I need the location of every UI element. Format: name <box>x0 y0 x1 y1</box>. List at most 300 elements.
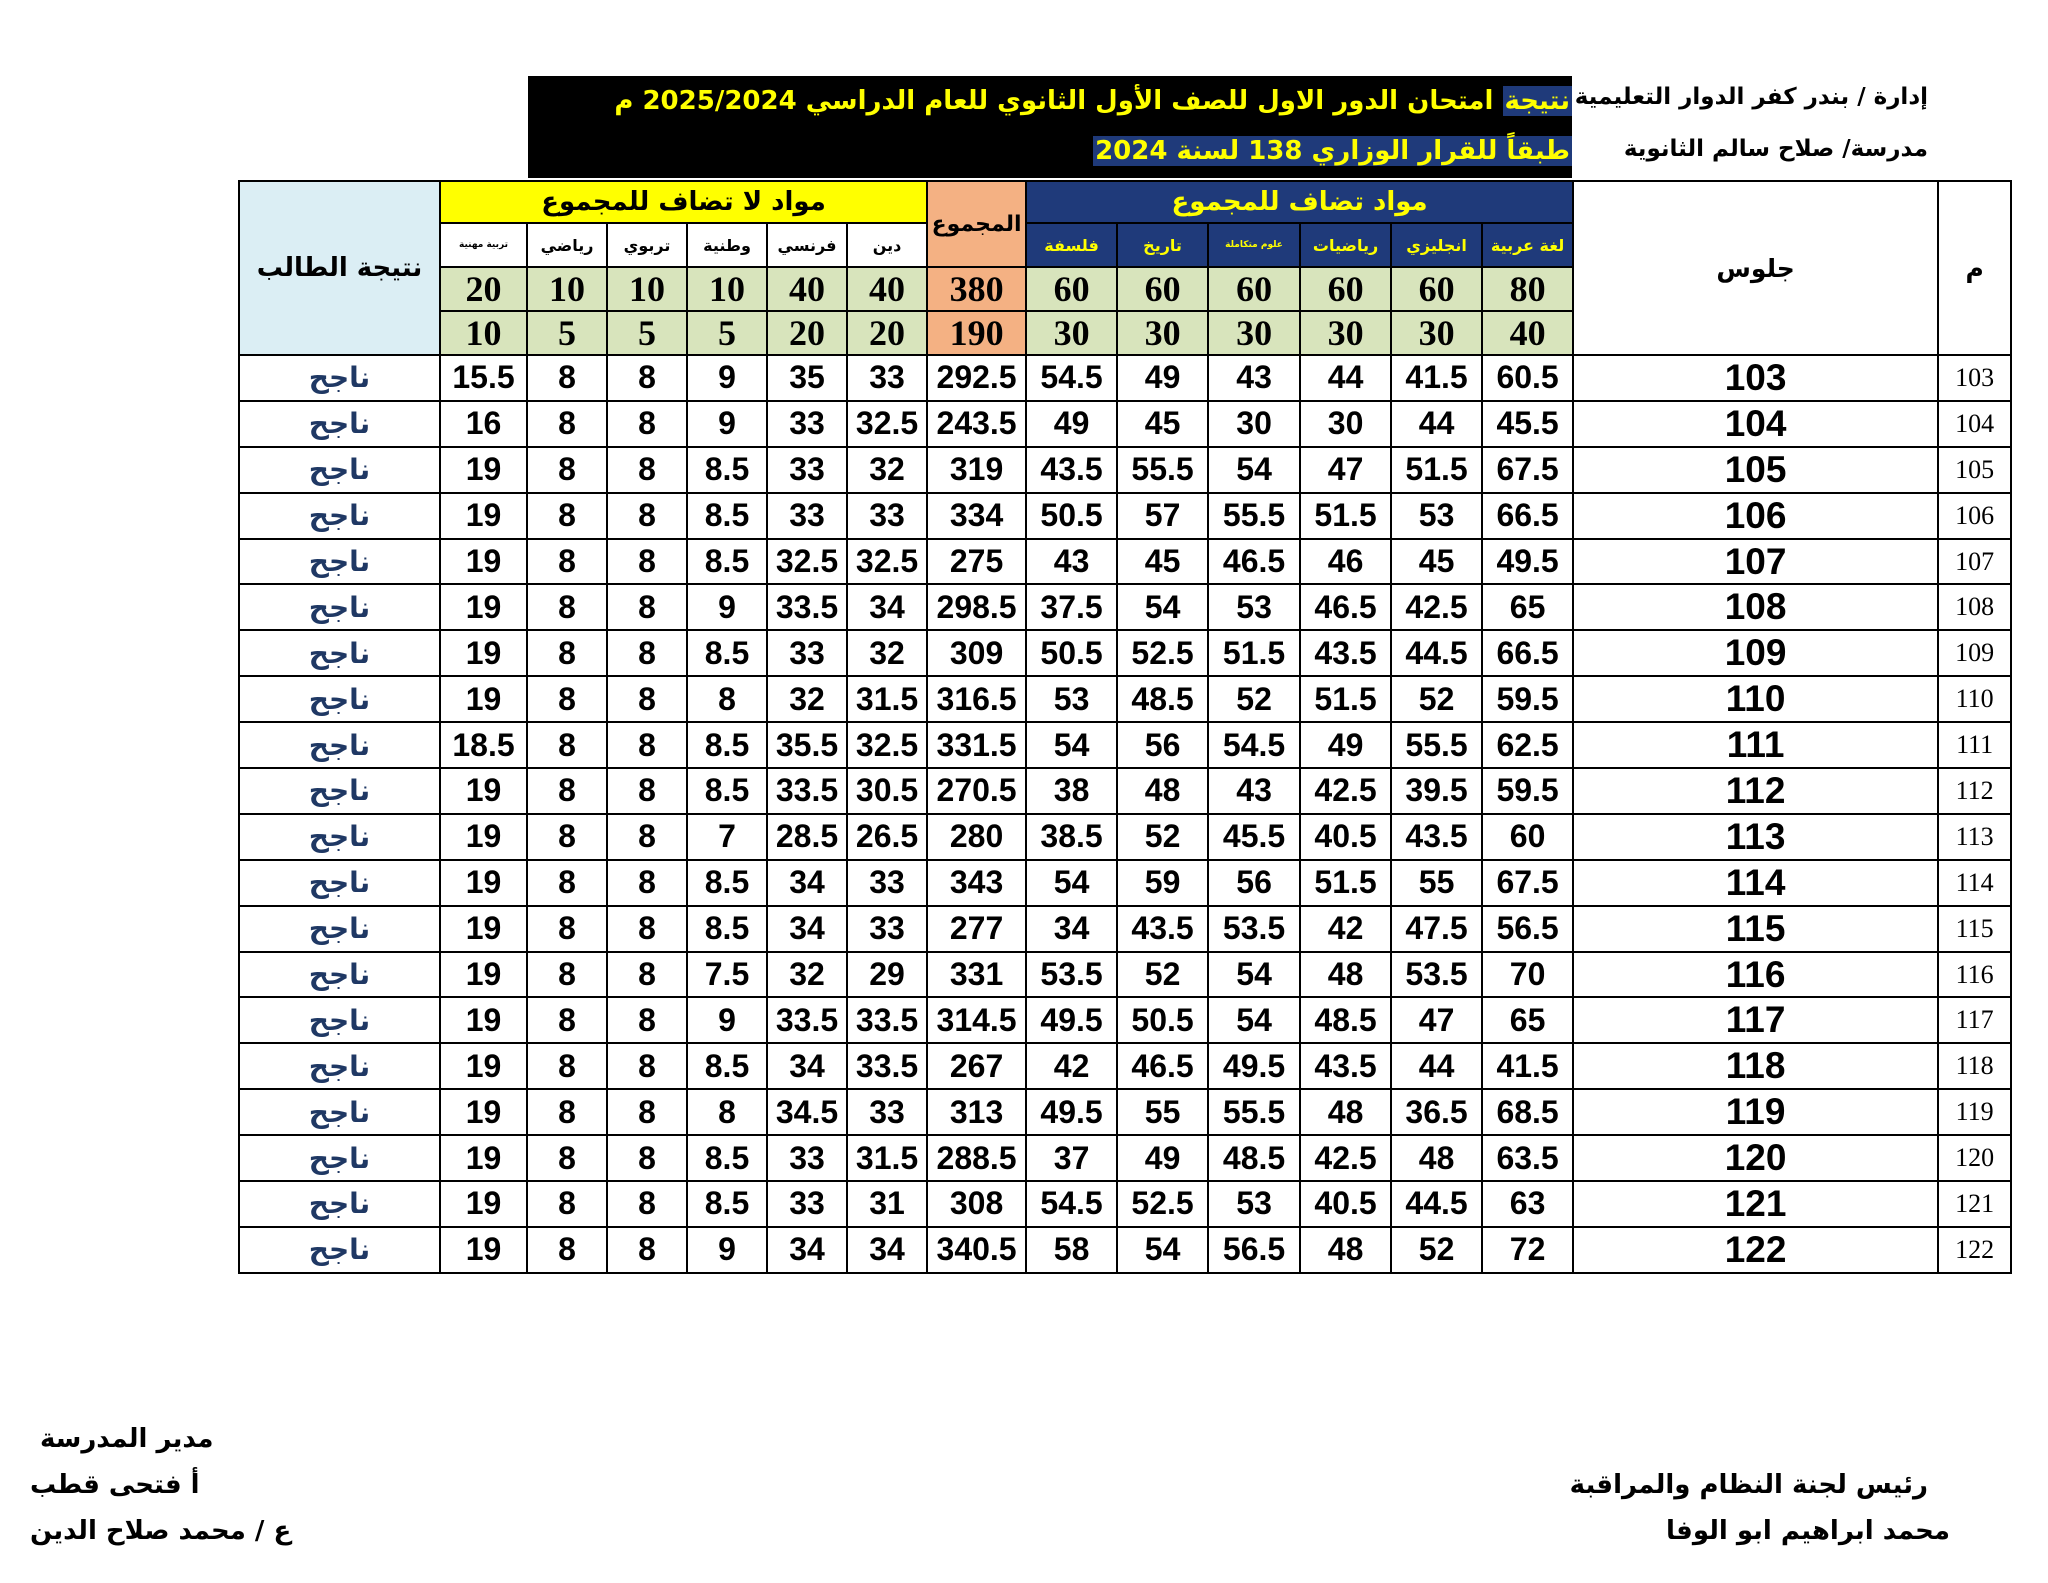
seat-cell: 120 <box>1573 1135 1938 1181</box>
score-not-added: 8 <box>527 997 607 1043</box>
score-not-added: 19 <box>440 860 527 906</box>
table-row <box>239 722 2011 768</box>
score-added: 70 <box>1482 952 1573 998</box>
subject-not-added-2: وطنية <box>687 223 767 267</box>
score-added: 53 <box>1208 1181 1300 1227</box>
result-cell: ناجح <box>239 1089 440 1135</box>
max-not-added-4: 10 <box>527 267 607 311</box>
score-not-added: 8 <box>607 1135 687 1181</box>
subject-not-added-3: تربوي <box>607 223 687 267</box>
total-cell: 313 <box>927 1089 1026 1135</box>
total-cell: 288.5 <box>927 1135 1026 1181</box>
school-line: مدرسة/ صلاح سالم الثانوية <box>1623 136 1928 162</box>
max-added-0: 80 <box>1482 267 1573 311</box>
score-not-added: 8 <box>527 768 607 814</box>
max-not-added-2: 10 <box>687 267 767 311</box>
score-not-added: 19 <box>440 997 527 1043</box>
score-not-added: 8 <box>607 401 687 447</box>
score-not-added: 8 <box>527 1089 607 1135</box>
score-added: 40.5 <box>1300 1181 1391 1227</box>
score-added: 67.5 <box>1482 860 1573 906</box>
score-not-added: 8 <box>607 539 687 585</box>
score-not-added: 8 <box>607 906 687 952</box>
score-not-added: 9 <box>687 401 767 447</box>
result-cell: ناجح <box>239 676 440 722</box>
score-added: 40.5 <box>1300 814 1391 860</box>
table-row <box>239 768 2011 814</box>
score-added: 49.5 <box>1026 1089 1117 1135</box>
score-not-added: 8 <box>607 814 687 860</box>
seat-cell: 116 <box>1573 952 1938 998</box>
index-cell: 106 <box>1938 493 2011 539</box>
score-added: 65 <box>1482 584 1573 630</box>
score-not-added: 7 <box>687 814 767 860</box>
score-not-added: 8 <box>687 1089 767 1135</box>
score-added: 59.5 <box>1482 676 1573 722</box>
score-added: 52 <box>1391 1227 1482 1273</box>
score-not-added: 8 <box>527 1043 607 1089</box>
score-not-added: 34.5 <box>767 1089 847 1135</box>
score-added: 55.5 <box>1391 722 1482 768</box>
score-not-added: 8 <box>527 722 607 768</box>
score-not-added: 8 <box>527 1135 607 1181</box>
score-not-added: 9 <box>687 1227 767 1273</box>
title-line-1 <box>614 86 1572 116</box>
score-not-added: 8.5 <box>687 768 767 814</box>
table-row <box>239 447 2011 493</box>
max-not-added-0: 40 <box>847 267 927 311</box>
score-added: 52 <box>1208 676 1300 722</box>
score-added: 54 <box>1208 997 1300 1043</box>
score-not-added: 35.5 <box>767 722 847 768</box>
score-added: 36.5 <box>1391 1089 1482 1135</box>
score-added: 60.5 <box>1482 355 1573 401</box>
score-not-added: 8 <box>607 676 687 722</box>
index-cell: 116 <box>1938 952 2011 998</box>
result-cell: ناجح <box>239 1227 440 1273</box>
score-added: 45.5 <box>1482 401 1573 447</box>
total-header: المجموع <box>927 181 1026 267</box>
score-not-added: 33.5 <box>767 584 847 630</box>
min-added-3: 30 <box>1208 311 1300 355</box>
score-added: 72 <box>1482 1227 1573 1273</box>
score-not-added: 8.5 <box>687 630 767 676</box>
seat-cell: 121 <box>1573 1181 1938 1227</box>
max-added-5: 60 <box>1026 267 1117 311</box>
score-added: 48 <box>1117 768 1208 814</box>
score-added: 62.5 <box>1482 722 1573 768</box>
score-not-added: 32 <box>847 630 927 676</box>
score-not-added: 8 <box>607 1043 687 1089</box>
table-row <box>239 814 2011 860</box>
score-not-added: 8 <box>607 355 687 401</box>
score-not-added: 33 <box>767 1135 847 1181</box>
title-line-2 <box>1093 136 1572 166</box>
score-not-added: 32.5 <box>767 539 847 585</box>
title-highlight: نتيجة <box>1504 86 1570 116</box>
index-cell: 111 <box>1938 722 2011 768</box>
seat-cell: 104 <box>1573 401 1938 447</box>
index-cell: 121 <box>1938 1181 2011 1227</box>
total-cell: 343 <box>927 860 1026 906</box>
result-cell: ناجح <box>239 584 440 630</box>
score-added: 49.5 <box>1482 539 1573 585</box>
score-not-added: 34 <box>847 584 927 630</box>
score-added: 48 <box>1300 1089 1391 1135</box>
score-not-added: 32 <box>767 952 847 998</box>
score-not-added: 8 <box>607 768 687 814</box>
max-not-added-5: 20 <box>440 267 527 311</box>
score-not-added: 8 <box>607 860 687 906</box>
score-not-added: 8.5 <box>687 447 767 493</box>
score-not-added: 31.5 <box>847 1135 927 1181</box>
score-added: 42.5 <box>1300 768 1391 814</box>
score-not-added: 34 <box>767 1043 847 1089</box>
score-added: 49 <box>1117 1135 1208 1181</box>
score-added: 52 <box>1117 814 1208 860</box>
score-added: 43 <box>1208 768 1300 814</box>
seat-cell: 119 <box>1573 1089 1938 1135</box>
table-row <box>239 1043 2011 1089</box>
score-added: 46.5 <box>1300 584 1391 630</box>
score-added: 42.5 <box>1300 1135 1391 1181</box>
score-not-added: 8 <box>607 584 687 630</box>
score-not-added: 32 <box>847 447 927 493</box>
score-not-added: 8.5 <box>687 1043 767 1089</box>
score-added: 38 <box>1026 768 1117 814</box>
table-row <box>239 1181 2011 1227</box>
index-cell: 108 <box>1938 584 2011 630</box>
seat-cell: 103 <box>1573 355 1938 401</box>
total-cell: 331.5 <box>927 722 1026 768</box>
total-cell: 292.5 <box>927 355 1026 401</box>
score-not-added: 19 <box>440 1181 527 1227</box>
score-added: 54.5 <box>1026 355 1117 401</box>
score-added: 53 <box>1026 676 1117 722</box>
score-added: 49 <box>1026 401 1117 447</box>
score-added: 55.5 <box>1208 493 1300 539</box>
result-cell: ناجح <box>239 493 440 539</box>
total-cell: 319 <box>927 447 1026 493</box>
principal-name: أ فتحى قطب <box>30 1470 200 1500</box>
score-not-added: 31 <box>847 1181 927 1227</box>
score-not-added: 9 <box>687 355 767 401</box>
min-added-0: 40 <box>1482 311 1573 355</box>
seat-cell: 112 <box>1573 768 1938 814</box>
score-not-added: 33 <box>767 1181 847 1227</box>
score-added: 50.5 <box>1026 493 1117 539</box>
score-not-added: 33 <box>767 493 847 539</box>
table-row <box>239 952 2011 998</box>
seat-cell: 113 <box>1573 814 1938 860</box>
score-not-added: 28.5 <box>767 814 847 860</box>
score-not-added: 8 <box>527 493 607 539</box>
score-added: 52.5 <box>1117 1181 1208 1227</box>
min-added-2: 30 <box>1300 311 1391 355</box>
result-cell: ناجح <box>239 630 440 676</box>
total-cell: 280 <box>927 814 1026 860</box>
index-cell: 119 <box>1938 1089 2011 1135</box>
score-not-added: 8.5 <box>687 493 767 539</box>
score-added: 48 <box>1300 1227 1391 1273</box>
score-added: 63 <box>1482 1181 1573 1227</box>
committee-title: رئيس لجنة النظام والمراقبة <box>1569 1470 1928 1500</box>
subject-added-3: علوم متكاملة <box>1208 223 1300 267</box>
score-not-added: 33.5 <box>847 1043 927 1089</box>
max-not-added-3: 10 <box>607 267 687 311</box>
score-not-added: 33.5 <box>767 768 847 814</box>
total-cell: 277 <box>927 906 1026 952</box>
score-not-added: 8.5 <box>687 722 767 768</box>
score-added: 49.5 <box>1208 1043 1300 1089</box>
result-cell: ناجح <box>239 860 440 906</box>
score-added: 54.5 <box>1026 1181 1117 1227</box>
score-added: 54.5 <box>1208 722 1300 768</box>
subject-added-4: تاريخ <box>1117 223 1208 267</box>
score-added: 43 <box>1208 355 1300 401</box>
score-added: 56 <box>1117 722 1208 768</box>
score-added: 56 <box>1208 860 1300 906</box>
index-cell: 114 <box>1938 860 2011 906</box>
score-added: 48.5 <box>1300 997 1391 1043</box>
min-not-added-1: 20 <box>767 311 847 355</box>
result-cell: ناجح <box>239 952 440 998</box>
score-not-added: 34 <box>847 1227 927 1273</box>
score-not-added: 8.5 <box>687 1181 767 1227</box>
max-added-1: 60 <box>1391 267 1482 311</box>
seat-cell: 118 <box>1573 1043 1938 1089</box>
seat-cell: 122 <box>1573 1227 1938 1273</box>
score-not-added: 8 <box>607 630 687 676</box>
score-added: 54 <box>1208 447 1300 493</box>
title-rest: امتحان الدور الاول للصف الأول الثانوي للعام الدراسي 2025/2024 م <box>614 86 1503 116</box>
score-added: 48.5 <box>1208 1135 1300 1181</box>
title-box <box>528 76 1572 178</box>
score-not-added: 31.5 <box>847 676 927 722</box>
admin-line: إدارة / بندر كفر الدوار التعليمية <box>1574 84 1928 110</box>
table-row <box>239 630 2011 676</box>
score-not-added: 34 <box>767 860 847 906</box>
index-cell: 105 <box>1938 447 2011 493</box>
score-added: 43.5 <box>1391 814 1482 860</box>
score-not-added: 19 <box>440 1043 527 1089</box>
score-added: 60 <box>1482 814 1573 860</box>
subject-added-2: رياضيات <box>1300 223 1391 267</box>
score-added: 55 <box>1391 860 1482 906</box>
group-not-added-header: مواد لا تضاف للمجموع <box>440 181 927 223</box>
score-not-added: 8.5 <box>687 1135 767 1181</box>
table-row <box>239 584 2011 630</box>
score-not-added: 19 <box>440 584 527 630</box>
score-added: 44.5 <box>1391 630 1482 676</box>
score-not-added: 8 <box>607 493 687 539</box>
score-added: 56.5 <box>1208 1227 1300 1273</box>
score-not-added: 8.5 <box>687 539 767 585</box>
total-cell: 334 <box>927 493 1026 539</box>
result-cell: ناجح <box>239 539 440 585</box>
score-added: 53 <box>1391 493 1482 539</box>
score-added: 53.5 <box>1208 906 1300 952</box>
table-row <box>239 1135 2011 1181</box>
table-row <box>239 1089 2011 1135</box>
score-not-added: 33 <box>847 906 927 952</box>
score-added: 59 <box>1117 860 1208 906</box>
result-cell: ناجح <box>239 1135 440 1181</box>
total-cell: 270.5 <box>927 768 1026 814</box>
result-cell: ناجح <box>239 768 440 814</box>
seat-cell: 108 <box>1573 584 1938 630</box>
score-added: 56.5 <box>1482 906 1573 952</box>
subject-not-added-4: رياضي <box>527 223 607 267</box>
seat-cell: 106 <box>1573 493 1938 539</box>
score-added: 41.5 <box>1482 1043 1573 1089</box>
subject-not-added-1: فرنسي <box>767 223 847 267</box>
score-not-added: 34 <box>767 1227 847 1273</box>
index-cell: 120 <box>1938 1135 2011 1181</box>
total-cell: 275 <box>927 539 1026 585</box>
score-added: 45.5 <box>1208 814 1300 860</box>
score-added: 66.5 <box>1482 493 1573 539</box>
index-cell: 118 <box>1938 1043 2011 1089</box>
table-row <box>239 493 2011 539</box>
score-added: 44 <box>1300 355 1391 401</box>
seat-cell: 110 <box>1573 676 1938 722</box>
score-added: 47.5 <box>1391 906 1482 952</box>
index-cell: 107 <box>1938 539 2011 585</box>
score-not-added: 34 <box>767 906 847 952</box>
score-added: 48.5 <box>1117 676 1208 722</box>
score-not-added: 19 <box>440 493 527 539</box>
score-added: 42.5 <box>1391 584 1482 630</box>
score-not-added: 15.5 <box>440 355 527 401</box>
total-cell: 243.5 <box>927 401 1026 447</box>
min-added-1: 30 <box>1391 311 1482 355</box>
score-not-added: 8 <box>527 401 607 447</box>
score-added: 43 <box>1026 539 1117 585</box>
score-not-added: 7.5 <box>687 952 767 998</box>
score-added: 51.5 <box>1208 630 1300 676</box>
score-added: 54 <box>1208 952 1300 998</box>
score-added: 55 <box>1117 1089 1208 1135</box>
seat-cell: 117 <box>1573 997 1938 1043</box>
min-added-4: 30 <box>1117 311 1208 355</box>
total-cell: 309 <box>927 630 1026 676</box>
score-not-added: 19 <box>440 814 527 860</box>
min-not-added-4: 5 <box>527 311 607 355</box>
score-added: 49 <box>1300 722 1391 768</box>
total-cell: 267 <box>927 1043 1026 1089</box>
score-not-added: 16 <box>440 401 527 447</box>
principal-deputy: ع / محمد صلاح الدين <box>30 1516 292 1546</box>
score-not-added: 33.5 <box>767 997 847 1043</box>
score-not-added: 8 <box>527 906 607 952</box>
score-added: 46.5 <box>1117 1043 1208 1089</box>
total-cell: 314.5 <box>927 997 1026 1043</box>
score-added: 47 <box>1391 997 1482 1043</box>
score-not-added: 33 <box>767 630 847 676</box>
score-not-added: 32.5 <box>847 401 927 447</box>
max-not-added-1: 40 <box>767 267 847 311</box>
score-added: 53 <box>1208 584 1300 630</box>
score-added: 43.5 <box>1300 630 1391 676</box>
total-cell: 316.5 <box>927 676 1026 722</box>
score-added: 67.5 <box>1482 447 1573 493</box>
seat-header: جلوس <box>1573 181 1938 355</box>
score-added: 49 <box>1117 355 1208 401</box>
score-not-added: 33.5 <box>847 997 927 1043</box>
score-not-added: 19 <box>440 906 527 952</box>
max-total: 380 <box>927 267 1026 311</box>
score-not-added: 8 <box>607 1227 687 1273</box>
max-added-2: 60 <box>1300 267 1391 311</box>
score-added: 45 <box>1117 401 1208 447</box>
subject-added-1: انجليزي <box>1391 223 1482 267</box>
score-not-added: 29 <box>847 952 927 998</box>
min-not-added-5: 10 <box>440 311 527 355</box>
score-not-added: 32 <box>767 676 847 722</box>
score-added: 42 <box>1300 906 1391 952</box>
score-added: 38.5 <box>1026 814 1117 860</box>
score-added: 52 <box>1391 676 1482 722</box>
result-cell: ناجح <box>239 814 440 860</box>
score-not-added: 18.5 <box>440 722 527 768</box>
result-cell: ناجح <box>239 997 440 1043</box>
min-total: 190 <box>927 311 1026 355</box>
score-not-added: 8 <box>527 584 607 630</box>
score-not-added: 8 <box>527 860 607 906</box>
score-not-added: 8 <box>527 676 607 722</box>
score-not-added: 8 <box>527 1227 607 1273</box>
results-table <box>238 180 2012 1274</box>
table-row <box>239 997 2011 1043</box>
score-not-added: 8 <box>527 814 607 860</box>
score-not-added: 33 <box>767 447 847 493</box>
score-added: 65 <box>1482 997 1573 1043</box>
score-not-added: 33 <box>847 493 927 539</box>
score-added: 43.5 <box>1117 906 1208 952</box>
min-not-added-0: 20 <box>847 311 927 355</box>
score-not-added: 8 <box>607 1089 687 1135</box>
subject-added-5: فلسفة <box>1026 223 1117 267</box>
score-added: 59.5 <box>1482 768 1573 814</box>
score-added: 48 <box>1391 1135 1482 1181</box>
subject-added-0: لغة عربية <box>1482 223 1573 267</box>
score-added: 49.5 <box>1026 997 1117 1043</box>
score-added: 45 <box>1117 539 1208 585</box>
score-added: 54 <box>1026 860 1117 906</box>
index-cell: 115 <box>1938 906 2011 952</box>
title-line-2-text: طبقاً للقرار الوزاري 138 لسنة 2024 <box>1095 136 1570 166</box>
index-cell: 104 <box>1938 401 2011 447</box>
result-cell: ناجح <box>239 906 440 952</box>
score-not-added: 9 <box>687 584 767 630</box>
result-header: نتيجة الطالب <box>239 181 440 355</box>
score-added: 43.5 <box>1026 447 1117 493</box>
score-not-added: 19 <box>440 1135 527 1181</box>
score-added: 50.5 <box>1026 630 1117 676</box>
score-added: 52.5 <box>1117 630 1208 676</box>
subject-not-added-5: تربية مهنية <box>440 223 527 267</box>
score-added: 55.5 <box>1208 1089 1300 1135</box>
table-row <box>239 1227 2011 1273</box>
score-added: 51.5 <box>1300 493 1391 539</box>
score-not-added: 8 <box>607 722 687 768</box>
committee-name: محمد ابراهيم ابو الوفا <box>1666 1516 1950 1546</box>
score-not-added: 8.5 <box>687 906 767 952</box>
score-added: 53.5 <box>1026 952 1117 998</box>
score-not-added: 35 <box>767 355 847 401</box>
score-not-added: 32.5 <box>847 539 927 585</box>
